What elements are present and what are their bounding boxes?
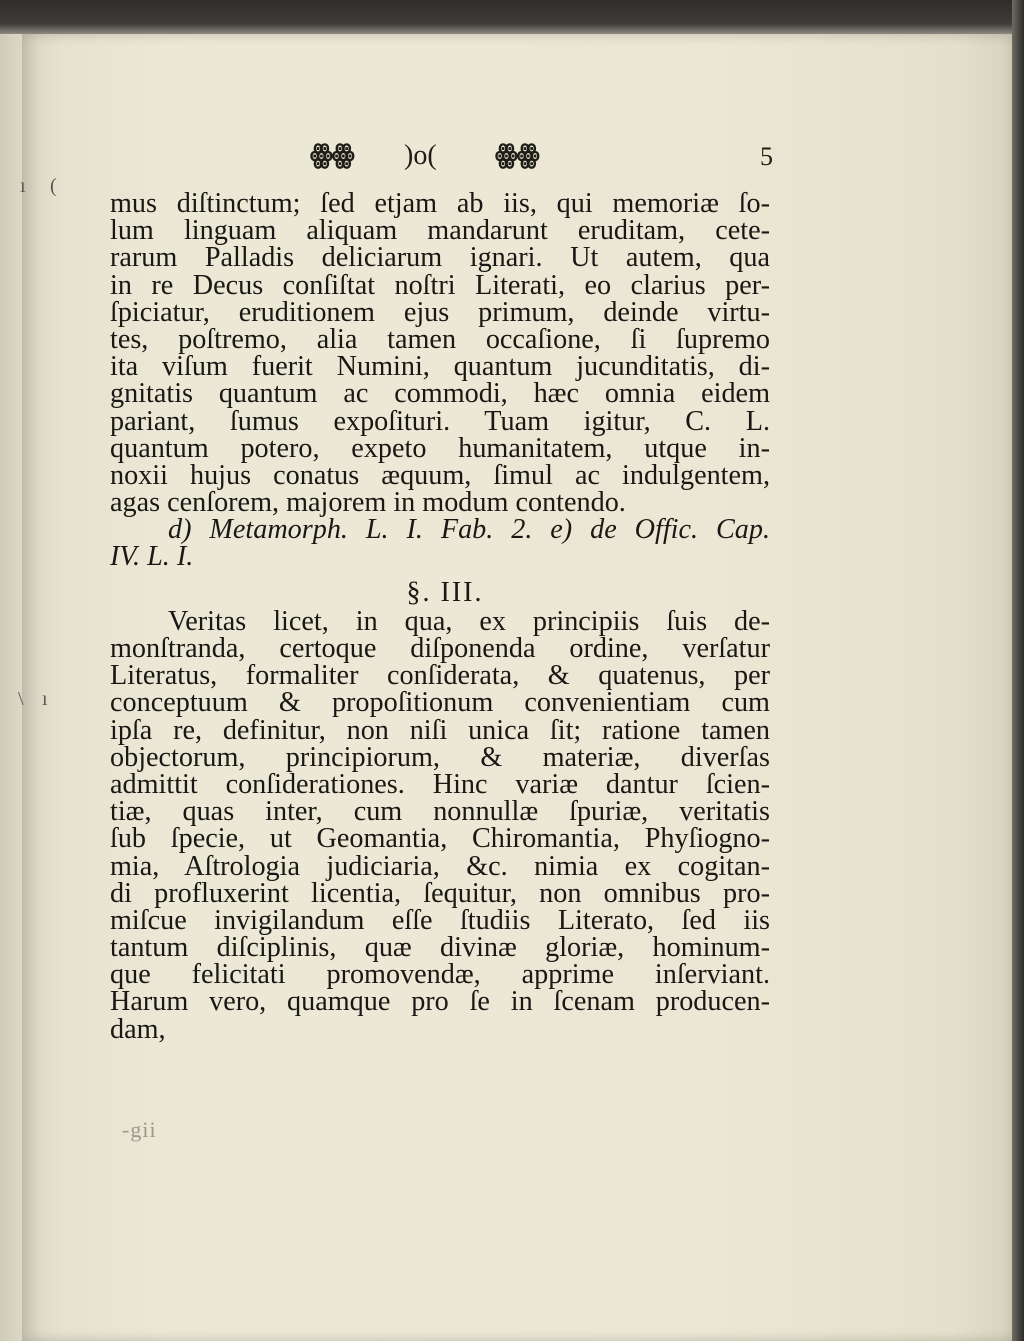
margin-mark: ı (42, 688, 48, 710)
text-line: Veritas licet, in qua, ex principiis ſuis de- (168, 605, 770, 637)
text-line: Literatus, formaliter conſiderata, & quatenus, per (110, 660, 770, 692)
text-line: que felicitati promovendæ, apprime inſerviant. (110, 959, 770, 991)
text-line: mus diſtinctum; ſed etjam ab iis, qui memoriæ ſo- (110, 188, 770, 219)
margin-mark: \ (18, 688, 24, 710)
scan-right-edge (1012, 0, 1024, 1341)
text-line: agas cenſorem, majorem in modum contendo. (110, 487, 626, 519)
margin-mark: ( (50, 175, 57, 197)
text-line: ſub ſpecie, ut Geomantia, Chiromantia, Phyſiogno- (110, 823, 770, 855)
footnote-line: d) Metamorph. L. I. Fab. 2. e) de Offic. Cap. (168, 514, 770, 546)
header-ornament-left: ꙮꙮ (310, 140, 354, 170)
text-line: miſcue invigilandum eſſe ſtudiis Literato, ſed iis (110, 904, 770, 936)
text-line: mia, Aſtrologia judiciaria, &c. nimia ex cogitan- (110, 850, 770, 882)
text-line: tes, poſtremo, alia tamen occaſione, ſi ſupremo (110, 323, 770, 355)
catchword: dam, (110, 1013, 166, 1045)
running-head: )o( (404, 140, 437, 171)
text-line: Harum vero, quamque pro ſe in ſcenam producen- (110, 986, 770, 1018)
text-line: tantum diſciplinis, quæ divinæ gloriæ, hominum- (110, 932, 770, 964)
text-line: ipſa re, definitur, non niſi unica ſit; ratione tamen (110, 714, 770, 746)
page-number: 5 (760, 142, 773, 171)
section-heading: §. III. (406, 576, 484, 608)
text-line: di profluxerint licentia, ſequitur, non omnibus pro- (110, 877, 770, 909)
text-line: gnitatis quantum ac commodi, hæc omnia eidem (110, 378, 770, 410)
text-line: in re Decus conſiſtat noſtri Literati, eo clarius per- (110, 269, 770, 301)
text-line: lum linguam aliquam mandarunt eruditam, cete- (110, 215, 770, 247)
footnote-line: IV. L. I. (110, 541, 194, 573)
text-line: noxii hujus conatus æquum, ſimul ac indulgentem, (110, 459, 770, 491)
page-header (0, 140, 1024, 180)
scan-top-edge (0, 0, 1024, 34)
text-line: monſtranda, certoque diſponenda ordine, verſatur (110, 633, 770, 664)
text-line: pariant, ſumus expoſituri. Tuam igitur, C. L. (110, 405, 770, 437)
text-line: quantum potero, expeto humanitatem, utque in- (110, 432, 770, 464)
text-line: rarum Palladis deliciarum ignari. Ut autem, qua (110, 242, 770, 274)
text-line: ita viſum fuerit Numini, quantum jucunditatis, di- (110, 351, 770, 383)
text-line: objectorum, principiorum, & materiæ, diverſas (110, 741, 770, 773)
margin-mark: ı (20, 175, 26, 197)
text-line: admittit conſiderationes. Hinc variæ dantur ſcien- (110, 768, 770, 800)
header-ornament-right: ꙮꙮ (495, 140, 539, 170)
text-line: ſpiciatur, eruditionem ejus primum, deinde virtu- (110, 296, 770, 328)
signature-mark: -gii (122, 1117, 157, 1142)
text-line: tiæ, quas inter, cum nonnullæ ſpuriæ, veritatis (110, 796, 770, 828)
body-text (110, 190, 770, 1043)
text-line: conceptuum & propoſitionum convenientiam cum (110, 687, 770, 719)
